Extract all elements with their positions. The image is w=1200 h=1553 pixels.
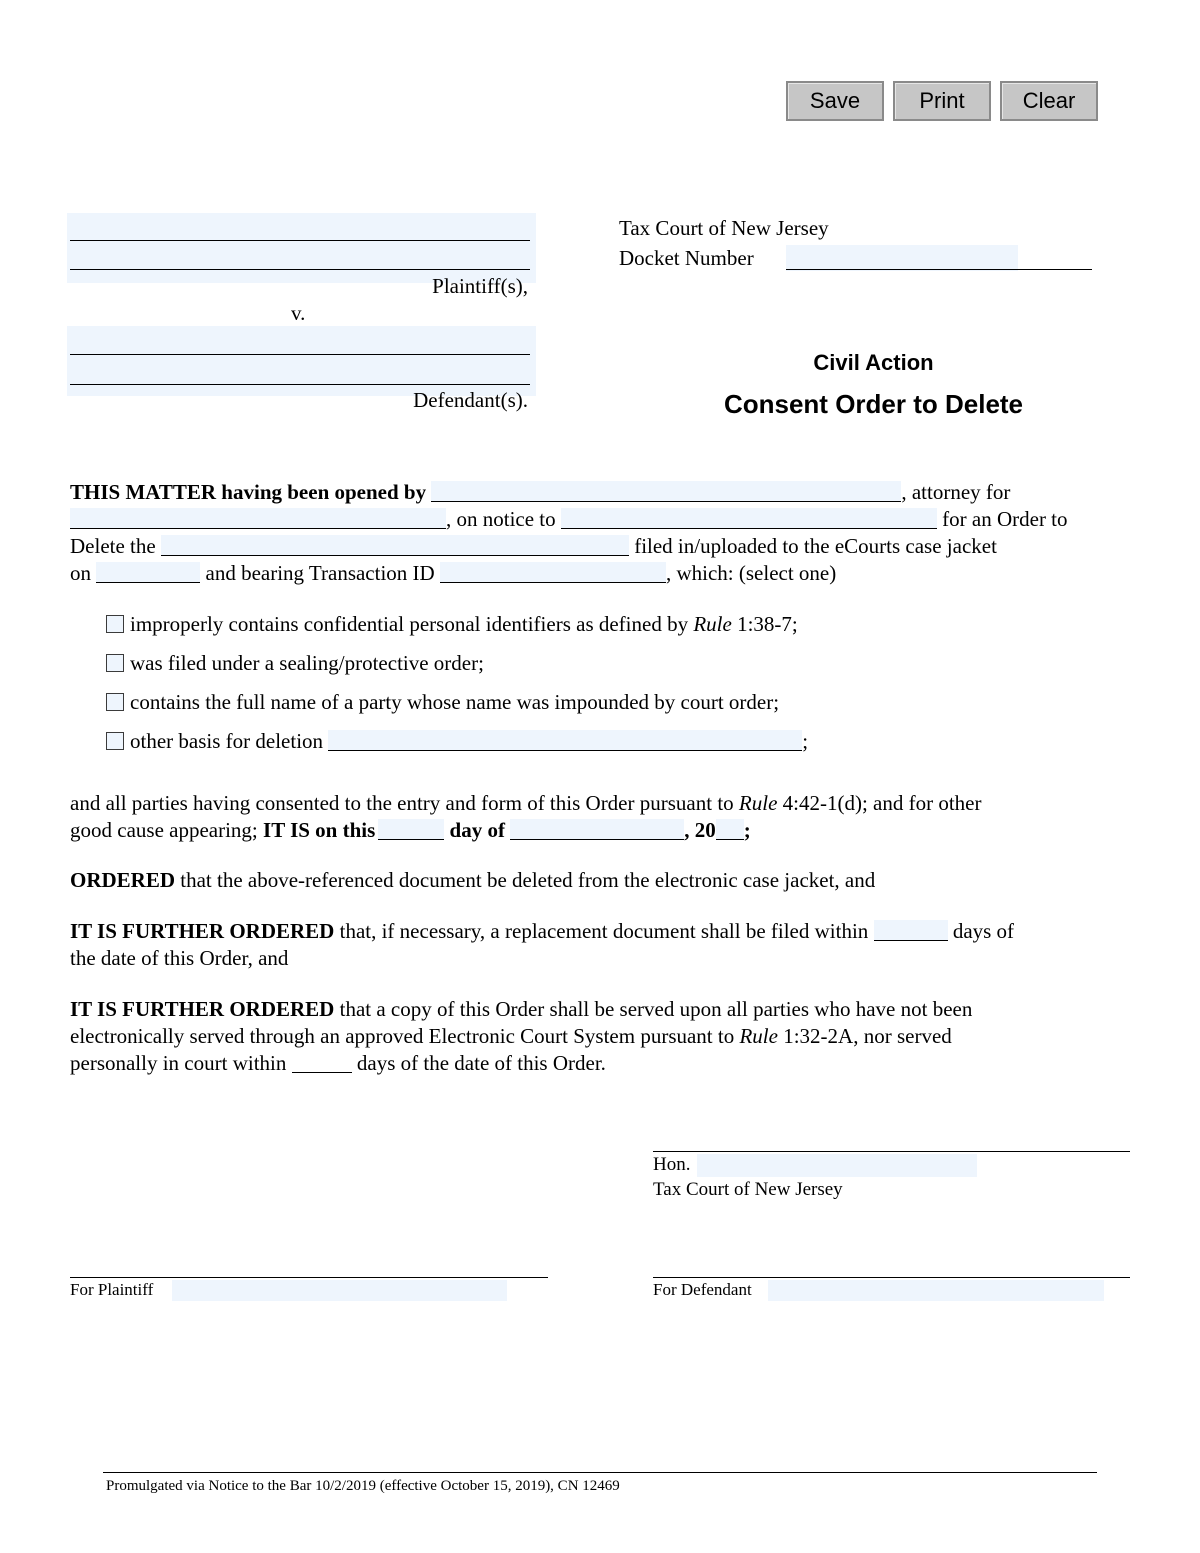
option-impounded	[106, 689, 779, 716]
further1-text: that, if necessary, a replacement document shall be filed within	[334, 919, 874, 943]
for-order-text: for an Order to	[942, 507, 1068, 531]
option-impounded-label: contains the full name of a party whose name was impounded by court order;	[130, 690, 780, 714]
notice-party-field[interactable]	[561, 508, 937, 529]
plaintiff-signature-field[interactable]	[172, 1280, 507, 1301]
option-other-suffix: ;	[802, 729, 809, 753]
plaintiff-line-1	[70, 240, 530, 241]
ordered-paragraph	[70, 867, 875, 894]
consent-text-3: good cause appearing;	[70, 818, 264, 842]
further-ordered-bold: IT IS FURTHER ORDERED	[70, 997, 335, 1021]
which-text: , which: (select one)	[665, 561, 837, 585]
further2-text-1: that a copy of this Order shall be served upon all parties who have not been	[334, 997, 973, 1021]
delete-the-text: Delete the	[70, 534, 156, 558]
docket-number-field[interactable]	[786, 245, 1018, 271]
further2-text-4: personally in court within	[70, 1051, 292, 1075]
consent-line-1	[70, 790, 982, 817]
print-button[interactable]: Print	[893, 81, 991, 121]
transaction-id-text: and bearing Transaction ID	[205, 561, 435, 585]
order-month-field[interactable]	[510, 819, 684, 840]
versus-label: v.	[291, 301, 306, 325]
further2-text-2: electronically served through an approved Electronic Court System pursuant to	[70, 1024, 740, 1048]
replacement-days-field[interactable]	[874, 920, 948, 941]
for-defendant-label: For Defendant	[653, 1280, 752, 1299]
service-days-field[interactable]	[292, 1052, 352, 1073]
judge-name-field[interactable]	[697, 1154, 977, 1177]
further2-text-3: 1:32-2A, nor served	[777, 1024, 952, 1048]
it-is-on-this: IT IS on this	[263, 818, 376, 842]
footer-note: Promulgated via Notice to the Bar 10/2/2019 (effective October 15, 2019), CN 12469	[106, 1478, 620, 1494]
further-ordered-2-line-2	[70, 1023, 952, 1050]
further-ordered-bold: IT IS FURTHER ORDERED	[70, 919, 335, 943]
attorney-for-text: , attorney for	[901, 480, 1011, 504]
checkbox-sealed[interactable]	[106, 654, 124, 672]
plaintiff-signature-line	[70, 1277, 548, 1278]
option-sealed	[106, 650, 484, 677]
rule-word: Rule	[739, 1024, 778, 1048]
rule-word: Rule	[693, 612, 732, 636]
defendant-line-1	[70, 354, 530, 355]
footer-rule	[103, 1472, 1097, 1473]
further2-text-5: days of the date of this Order.	[351, 1051, 606, 1075]
intro-line-2	[70, 506, 1068, 533]
intro-line-3	[70, 533, 997, 560]
docket-label: Docket Number	[619, 246, 754, 270]
option-confidential-label: improperly contains confidential personal identifiers as defined by	[130, 612, 694, 636]
ordered-text: that the above-referenced document be deleted from the electronic case jacket, and	[175, 868, 876, 892]
plaintiff-line-2	[70, 269, 530, 270]
checkbox-confidential[interactable]	[106, 615, 124, 633]
year-prefix: , 20	[684, 818, 716, 842]
semicolon: ;	[743, 818, 751, 842]
rule-word: Rule	[738, 791, 778, 815]
checkbox-other[interactable]	[106, 732, 124, 750]
for-plaintiff-label: For Plaintiff	[70, 1280, 154, 1299]
option-other	[106, 728, 808, 755]
other-basis-field[interactable]	[328, 730, 802, 751]
defendant-signature-field[interactable]	[768, 1280, 1104, 1301]
hon-label: Hon.	[653, 1154, 691, 1175]
judge-signature-line	[653, 1151, 1130, 1152]
further-ordered-1-line-1	[70, 918, 1014, 945]
intro-line-4	[70, 560, 836, 587]
opened-by-text: THIS MATTER having been opened by	[70, 480, 427, 504]
defendant-name-field[interactable]	[67, 326, 536, 396]
document-name-field[interactable]	[161, 535, 629, 556]
order-year-field[interactable]	[716, 819, 744, 840]
on-notice-text: , on notice to	[446, 507, 556, 531]
checkbox-impounded[interactable]	[106, 693, 124, 711]
option-sealed-label: was filed under a sealing/protective order;	[130, 651, 484, 675]
court-name: Tax Court of New Jersey	[619, 216, 829, 240]
day-of-text: day of	[449, 818, 505, 842]
save-button[interactable]: Save	[786, 81, 884, 121]
filed-in-text: filed in/uploaded to the eCourts case jacket	[634, 534, 997, 558]
judge-court: Tax Court of New Jersey	[653, 1179, 843, 1200]
on-text: on	[70, 561, 91, 585]
plaintiff-label: Plaintiff(s),	[432, 274, 528, 298]
intro-line-1	[70, 479, 1010, 506]
option-other-label: other basis for deletion	[130, 729, 324, 753]
subtitle: Civil Action	[813, 350, 934, 375]
client-name-field[interactable]	[70, 508, 446, 529]
clear-button[interactable]: Clear	[1000, 81, 1098, 121]
page-title: Consent Order to Delete	[723, 389, 1024, 419]
rule-ref: 1:38-7;	[731, 612, 798, 636]
transaction-id-field[interactable]	[440, 562, 666, 583]
days-of-text: days of	[947, 919, 1015, 943]
consent-text-2: 4:42-1(d); and for other	[777, 791, 982, 815]
further-ordered-2-line-1	[70, 996, 972, 1023]
further-ordered-1-line-2: the date of this Order, and	[70, 946, 289, 970]
consent-text-1: and all parties having consented to the entry and form of this Order pursuant to	[70, 791, 739, 815]
ordered-bold: ORDERED	[70, 868, 176, 892]
attorney-name-field[interactable]	[431, 481, 901, 502]
consent-line-2	[70, 817, 751, 844]
defendant-line-2	[70, 384, 530, 385]
defendant-signature-line	[653, 1277, 1130, 1278]
option-confidential	[106, 611, 798, 638]
order-day-field[interactable]	[378, 819, 444, 840]
filed-date-field[interactable]	[96, 562, 200, 583]
further-ordered-2-line-3	[70, 1050, 606, 1077]
defendant-label: Defendant(s).	[413, 388, 528, 412]
docket-underline	[786, 269, 1092, 270]
